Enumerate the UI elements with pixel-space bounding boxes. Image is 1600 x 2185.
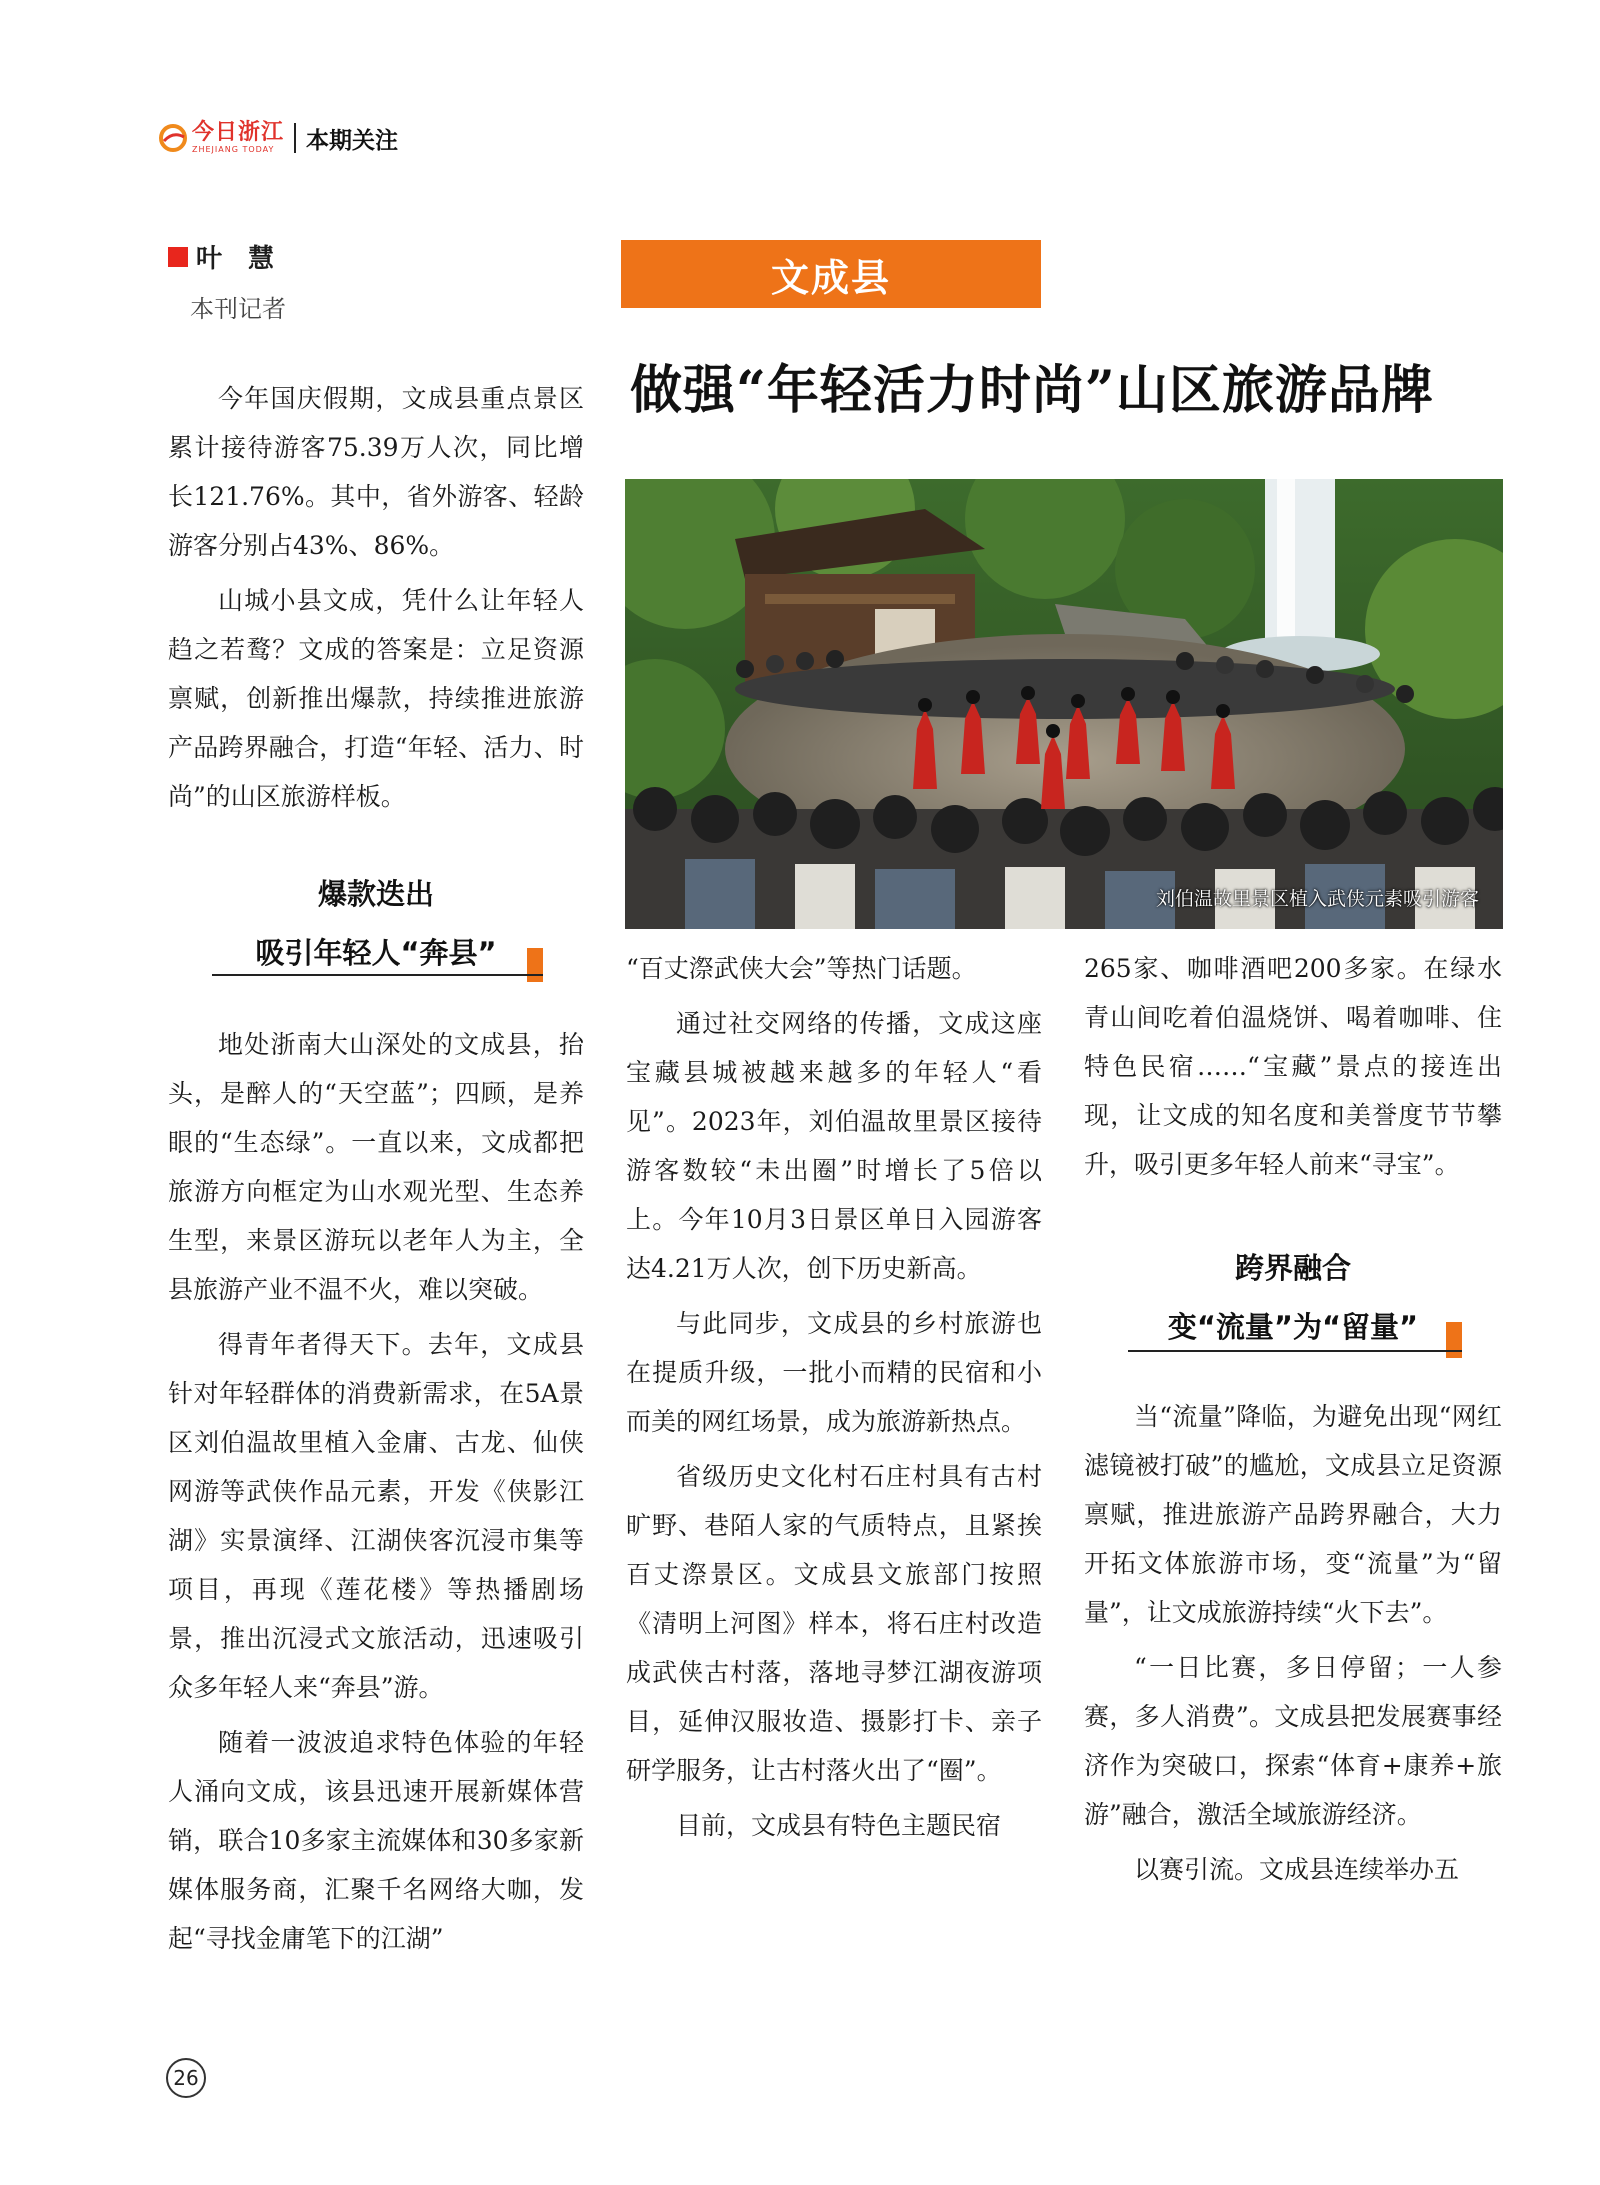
article-headline: 做强“年轻活力时尚”山区旅游品牌 xyxy=(630,360,1434,421)
masthead-divider xyxy=(294,123,296,153)
paragraph: 省级历史文化村石庄村具有古村旷野、巷陌人家的气质特点，且紧挨百丈漈景区。文成县文旅部门按照《清明上河图》样本，将石庄村改造成武侠古村落，落地寻梦江湖夜游项目，延伸汉服妆造、摄影打卡、亲子研学服务，让古村落火出了“圈”。 xyxy=(626,1462,1042,1785)
subhead-line2: 变“流量”为“留量” xyxy=(1167,1310,1419,1344)
subhead-orange-accent xyxy=(527,948,543,982)
section-label: 本期关注 xyxy=(306,127,399,154)
paragraph: 今年国庆假期，文成县重点景区累计接待游客75.39万人次，同比增长121.76%。其中，省外游客、轻龄游客分别占43%、86%。 xyxy=(168,384,584,560)
byline xyxy=(168,238,286,324)
paragraph: 当“流量”降临，为避免出现“网红滤镜被打破”的尴尬，文成县立足资源禀赋，推进旅游产品跨界融合，大力开拓文体旅游市场，变“流量”为“留量”，让文成旅游持续“火下去”。 xyxy=(1084,1402,1502,1627)
column-3-top xyxy=(1084,944,1502,1189)
masthead xyxy=(158,112,398,164)
magazine-logo xyxy=(158,121,284,155)
subhead-line1: 爆款迭出 xyxy=(317,877,434,911)
paragraph: 随着一波波追求特色体验的年轻人涌向文成，该县迅速开展新媒体营销，联合10多家主流媒体和30多家新媒体服务商，汇聚千名网络大咖，发起“寻找金庸笔下的江湖” xyxy=(168,1728,584,1953)
column-1-body xyxy=(168,1020,584,1963)
paragraph: 以赛引流。文成县连续举办五 xyxy=(1134,1855,1460,1884)
subhead-hit-products xyxy=(168,872,584,972)
paragraph: 山城小县文成，凭什么让年轻人趋之若鹜？文成的答案是：立足资源禀赋，创新推出爆款，持续推进旅游产品跨界融合，打造“年轻、活力、时尚”的山区旅游样板。 xyxy=(168,586,584,811)
subhead-line2: 吸引年轻人“奔县” xyxy=(255,936,497,970)
paragraph: 通过社交网络的传播，文成这座宝藏县城被越来越多的年轻人“看见”。2023年，刘伯温故里景区接待游客数较“未出圈”时增长了5倍以上。今年10月3日景区单日入园游客达4.21万人次，创下历史新高。 xyxy=(626,1009,1042,1283)
paragraph: 得青年者得天下。去年，文成县针对年轻群体的消费新需求，在5A景区刘伯温故里植入金庸、古龙、仙侠网游等武侠作品元素，开发《侠影江湖》实景演绎、江湖侠客沉浸市集等项目，再现《莲花楼》等热播剧场景，推出沉浸式文旅活动，迅速吸引众多年轻人来“奔县”游。 xyxy=(168,1330,584,1702)
paragraph: 目前，文成县有特色主题民宿 xyxy=(676,1811,1002,1840)
column-3-body xyxy=(1084,1392,1502,1894)
author-name: 叶 慧 xyxy=(196,244,275,274)
photo-caption: 刘伯温故里景区植入武侠元素吸引游客 xyxy=(1155,888,1479,910)
subhead-cross-border xyxy=(1084,1246,1502,1346)
paragraph: “一日比赛，多日停留；一人参赛，多人消费”。文成县把发展赛事经济作为突破口，探索“体育+康养+旅游”融合，激活全域旅游经济。 xyxy=(1084,1653,1502,1829)
paragraph: 地处浙南大山深处的文成县，抬头，是醉人的“天空蓝”；四顾，是养眼的“生态绿”。一直以来，文成都把旅游方向框定为山水观光型、生态养生型，来景区游玩以老年人为主，全县旅游产业不温不火，难以突破。 xyxy=(168,1030,584,1304)
byline-marker xyxy=(168,247,188,267)
page-number: 26 xyxy=(166,2058,206,2098)
subhead-orange-accent xyxy=(1446,1322,1462,1358)
paragraph: 265家、咖啡酒吧200多家。在绿水青山间吃着伯温烧饼、喝着咖啡、住特色民宿……“宝藏”景点的接连出现，让文成的知名度和美誉度节节攀升，吸引更多年轻人前来“寻宝”。 xyxy=(1084,954,1502,1179)
article-photo xyxy=(625,479,1503,929)
subhead-line1: 跨界融合 xyxy=(1234,1251,1351,1285)
scenic-performance-photo xyxy=(625,479,1503,929)
paragraph: “百丈漈武侠大会”等热门话题。 xyxy=(626,954,977,983)
county-banner: 文成县 xyxy=(621,240,1041,308)
subhead-underline xyxy=(1128,1350,1462,1352)
logo-subtext: ZHEJIANG TODAY xyxy=(192,145,275,154)
paragraph: 与此同步，文成县的乡村旅游也在提质升级，一批小而精的民宿和小而美的网红场景，成为旅游新热点。 xyxy=(626,1309,1042,1436)
column-2 xyxy=(626,944,1042,1850)
subhead-underline xyxy=(212,974,543,976)
sun-logo-icon xyxy=(158,123,188,153)
column-1-intro xyxy=(168,374,584,821)
logo-text: 今日浙江 xyxy=(192,120,285,145)
author-role: 本刊记者 xyxy=(190,295,286,323)
